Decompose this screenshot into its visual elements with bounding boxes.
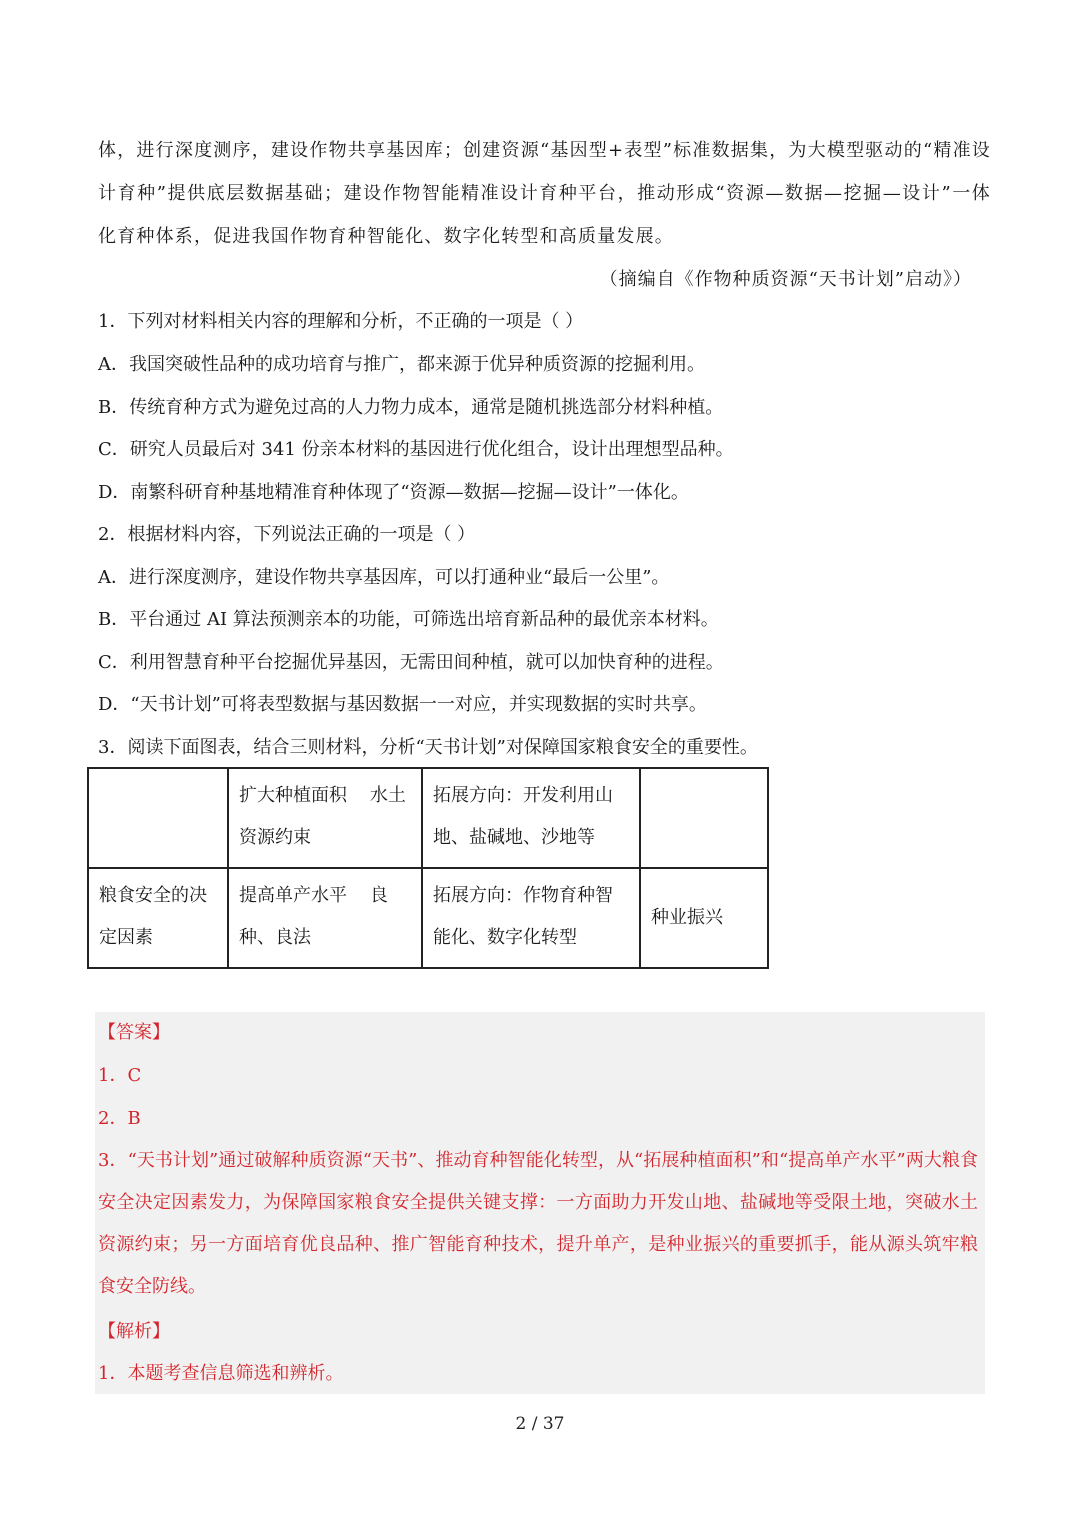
table-cell: [422, 868, 640, 968]
answer-heading: 【答案】: [98, 1022, 170, 1043]
question-2-option-c: C．利用智慧育种平台挖掘优异基因，无需田间种植，就可以加快育种的进程。: [98, 652, 724, 673]
table-cell: [422, 768, 640, 868]
table-cell: [88, 768, 228, 868]
cell-line: 能化、数字化转型: [433, 927, 577, 948]
passage-source: （摘编自《作物种质资源“天书计划”启动》）: [599, 269, 972, 290]
cell-line: 扩大种植面积 水土: [239, 785, 406, 806]
cell-line: 粮食安全的决: [99, 885, 207, 906]
cell-line: 拓展方向：作物育种智: [433, 885, 613, 906]
question-1-option-d: D．南繁科研育种基地精准育种体现了“资源—数据—挖掘—设计”一体化。: [98, 482, 689, 503]
table-cell: 种业振兴: [640, 868, 768, 968]
answer-2: 2．B: [98, 1108, 141, 1129]
passage-paragraph: 体，进行深度测序，建设作物共享基因库；创建资源“基因型+表型”标准数据集，为大模型驱动的“精准设计育种”提供底层数据基础；建设作物智能精准设计育种平台，推动形成“资源—数据—挖掘—设计”一体化育种体系，促进我国作物育种智能化、数字化转型和高质量发展。: [98, 140, 991, 247]
question-1-option-b: B．传统育种方式为避免过高的人力物力成本，通常是随机挑选部分材料种植。: [98, 397, 724, 418]
question-2-stem: 2．根据材料内容，下列说法正确的一项是（ ）: [98, 524, 476, 545]
cell-line: 资源约束: [239, 827, 311, 848]
question-1-option-c: C．研究人员最后对 341 份亲本材料的基因进行优化组合，设计出理想型品种。: [98, 439, 734, 460]
question-1-stem: 1．下列对材料相关内容的理解和分析，不正确的一项是（ ）: [98, 311, 584, 332]
answer-3: 3．“天书计划”通过破解种质资源“天书”、推动育种智能化转型，从“拓展种植面积”和“提高单产水平”两大粮食安全决定因素发力，为保障国家粮食安全提供关键支撑：一方面助力开发山地、盐碱地等受限土地，突破水土资源约束；另一方面培育优良品种、推广智能育种技术，提升单产，是种业振兴的重要抓手，能从源头筑牢粮食安全防线。: [98, 1150, 978, 1297]
table-cell: [88, 868, 228, 968]
question-2-option-b: B．平台通过 AI 算法预测亲本的功能，可筛选出培育新品种的最优亲本材料。: [98, 609, 719, 630]
question-2-option-a: A．进行深度测序，建设作物共享基因库，可以打通种业“最后一公里”。: [98, 567, 670, 588]
question-1-option-a: A．我国突破性品种的成功培育与推广，都来源于优异种质资源的挖掘利用。: [98, 354, 705, 375]
table-cell: [228, 768, 422, 868]
factor-table: [87, 767, 769, 969]
cell-line: 拓展方向：开发利用山: [433, 785, 613, 806]
table-cell: [640, 768, 768, 868]
answer-1: 1．C: [98, 1065, 142, 1086]
cell-line: 地、盐碱地、沙地等: [433, 827, 595, 848]
question-3-stem: 3．阅读下面图表，结合三则材料，分析“天书计划”对保障国家粮食安全的重要性。: [98, 737, 758, 758]
cell-line: 定因素: [99, 927, 153, 948]
table-cell: [228, 868, 422, 968]
table-row: [88, 868, 768, 968]
analysis-heading: 【解析】: [98, 1321, 170, 1342]
cell-line: 种、良法: [239, 927, 311, 948]
table-row: [88, 768, 768, 868]
question-2-option-d: D．“天书计划”可将表型数据与基因数据一一对应，并实现数据的实时共享。: [98, 694, 707, 715]
analysis-1: 1．本题考查信息筛选和辨析。: [98, 1363, 344, 1384]
page-number: 2 / 37: [515, 1414, 565, 1434]
cell-line: 提高单产水平 良: [239, 885, 388, 906]
